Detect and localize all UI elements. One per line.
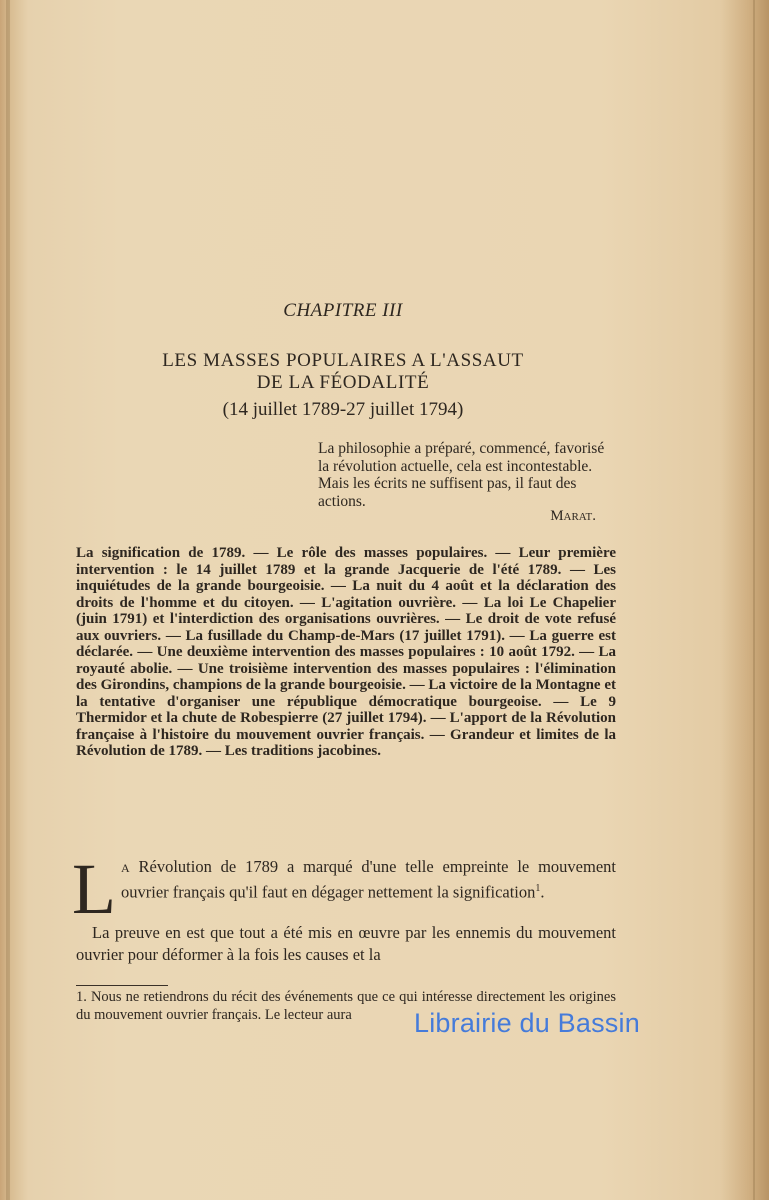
page-edge-left xyxy=(6,0,10,1200)
body-paragraph-1 xyxy=(121,856,616,904)
watermark: Librairie du Bassin xyxy=(414,1008,640,1038)
body-paragraph-2: La preuve en est que tout a été mis en œuvre par les ennemis du mouvement ouvrier pour déformer à la fois les causes et la xyxy=(76,923,616,964)
epigraph-author: Marat. xyxy=(550,508,596,524)
epigraph-quote: La philosophie a préparé, commencé, favorisé la révolution actuelle, cela est incontestable. Mais les écrits ne suffisent pas, il faut des actions. xyxy=(318,440,605,510)
chapter-heading: CHAPITRE III xyxy=(283,300,403,321)
chapter-dates: (14 juillet 1789-27 juillet 1794) xyxy=(222,399,464,420)
chapter-title-line-2: DE LA FÉODALITÉ xyxy=(256,372,430,393)
footnote-divider xyxy=(76,985,168,986)
lead-letter: a xyxy=(121,857,130,876)
chapter-summary: La signification de 1789. — Le rôle des masses populaires. — Leur première intervention : le 14 juillet 1789 et la grande Jacquerie de l'été 1789. — Les inquiétudes de la grande bourgeoisie. — La nuit du 4 août et la déclaration des droits de l'homme et du citoyen. — L'agitation ouvrière. — La loi Le Chapelier (juin 1791) et l'interdiction des organisations ouvrières. — Le droit de vote refusé aux ouvriers. — La fusillade du Champ-de-Mars (17 juillet 1791). — La guerre est déclarée. — Une deuxième intervention des masses populaires : 10 août 1792. — La royauté abolie. — Une troisième intervention des masses populaires : l'élimination des Girondins, champions de la grande bourgeoisie. — La victoire de la Montagne et la tentative d'organiser une république démocratique bourgeoise. — Le 9 Thermidor et la chute de Robespierre (27 juillet 1794). — L'apport de la Révolution française à l'histoire du mouvement ouvrier français. — Grandeur et limites de la Révolution de 1789. — Les traditions jacobines. xyxy=(76,545,616,759)
paragraph-1-end: . xyxy=(540,882,545,902)
chapter-title-line-1: LES MASSES POPULAIRES A L'ASSAUT xyxy=(162,350,524,371)
paragraph-1-text: Révolution de 1789 a marqué d'une telle empreinte le mouvement ouvrier français qu'il faut en dégager nettement la signification xyxy=(121,857,616,902)
chapter-title xyxy=(0,350,686,394)
page-edge-right xyxy=(753,0,755,1200)
drop-cap: L xyxy=(72,849,116,929)
footnote-text: 1. Nous ne retiendrons du récit des événements que ce qui intéresse directement les origines du mouvement ouvrier français. Le lecteur aura xyxy=(76,989,616,1023)
footnote-marker: 1 xyxy=(535,883,541,894)
